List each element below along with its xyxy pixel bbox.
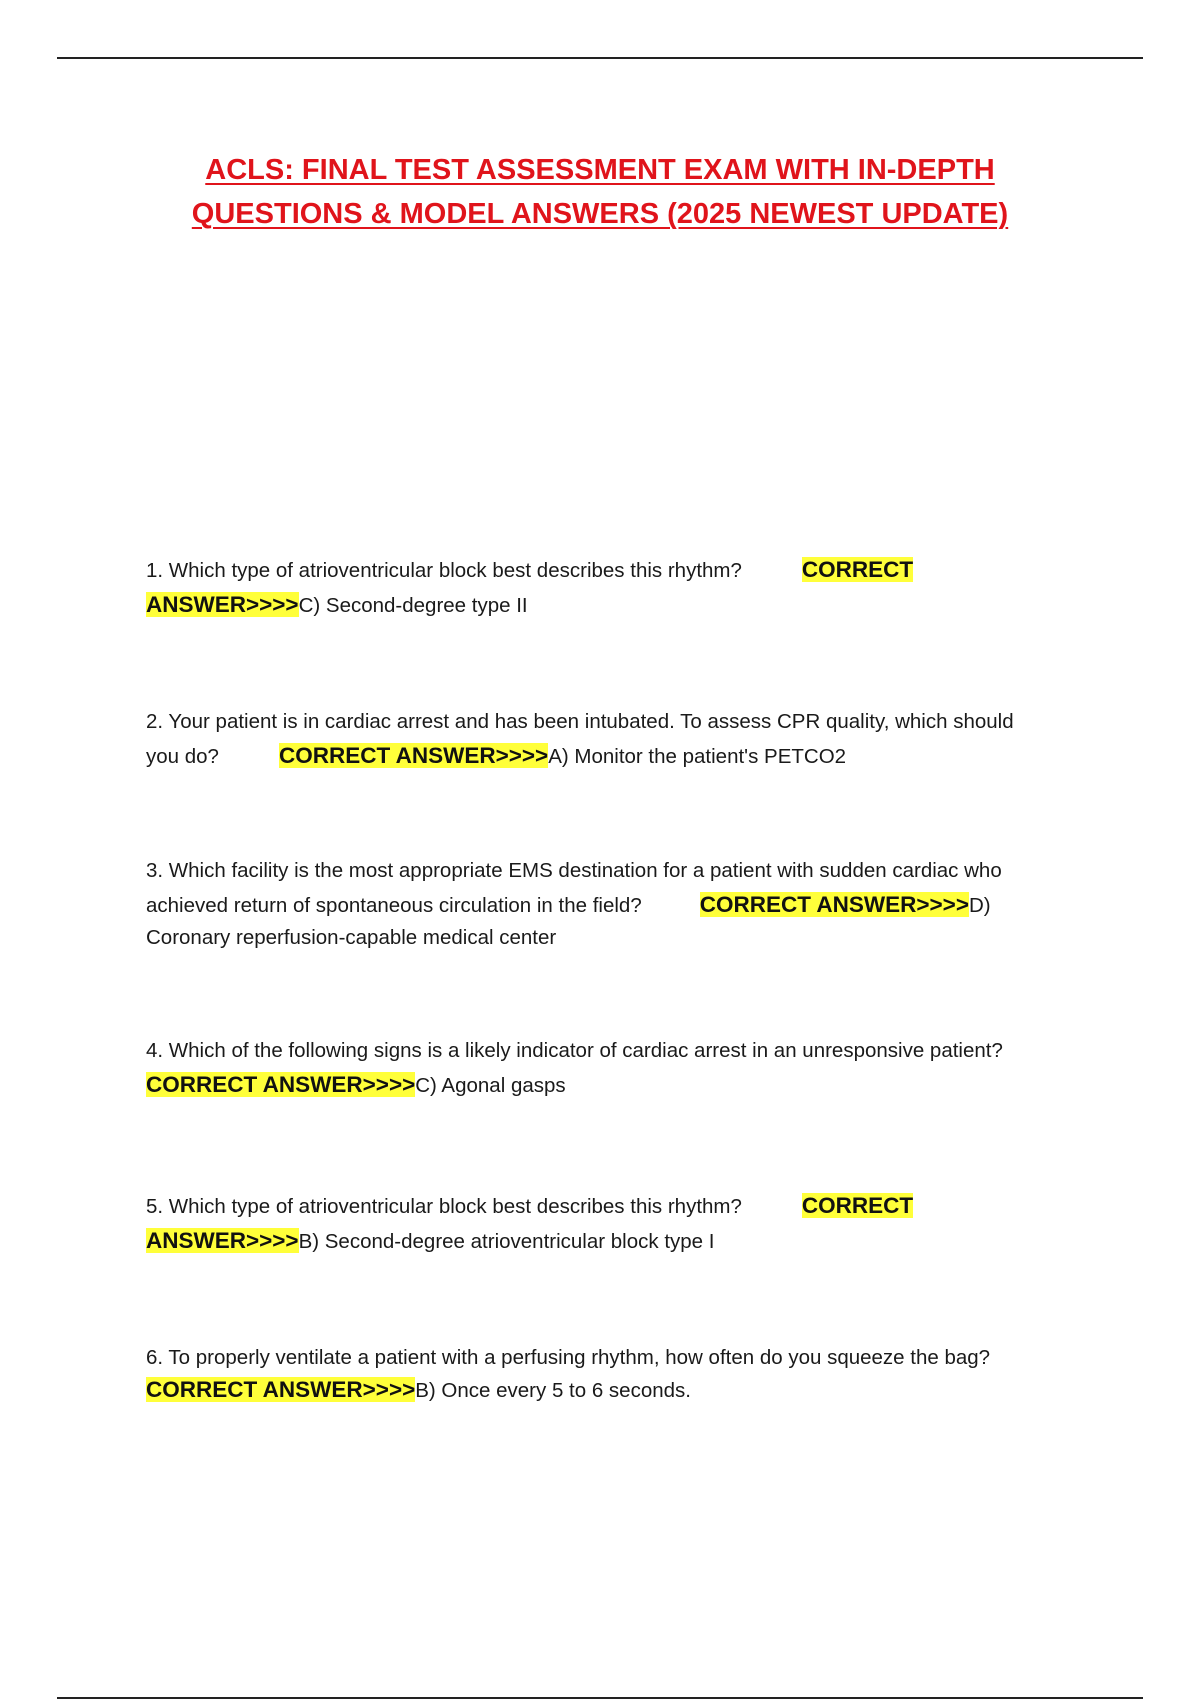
question-3-text: 3. Which facility is the most appropriate EMS destination for a patient with sudden cardiac who xyxy=(146,859,1002,882)
question-1-line-2 xyxy=(146,588,1086,623)
question-5 xyxy=(146,1189,1086,1259)
question-5-text: 5. Which type of atrioventricular block best describes this rhythm? xyxy=(146,1195,742,1218)
question-6-line-2 xyxy=(146,1375,1086,1406)
question-2-line-1 xyxy=(146,705,1086,739)
question-6-answer: B) Once every 5 to 6 seconds. xyxy=(415,1379,691,1402)
question-3-answer-start: D) xyxy=(968,894,991,917)
question-3-answer: Coronary reperfusion-capable medical center xyxy=(146,926,557,949)
question-4-line-2 xyxy=(146,1068,1086,1103)
question-3-line-2 xyxy=(146,888,1086,923)
correct-answer-tag: CORRECT ANSWER>>>> xyxy=(146,1072,416,1097)
question-1-text: 1. Which type of atrioventricular block best describes this rhythm? xyxy=(146,559,742,582)
question-1 xyxy=(146,553,1086,623)
bottom-rule xyxy=(57,1697,1143,1699)
question-4-answer: C) Agonal gasps xyxy=(415,1074,566,1097)
correct-answer-tag: CORRECT ANSWER>>>> xyxy=(146,1377,416,1402)
question-5-line-1 xyxy=(146,1189,1086,1224)
question-3 xyxy=(146,854,1086,953)
document-title xyxy=(100,148,1100,236)
title-line-1: ACLS: FINAL TEST ASSESSMENT EXAM WITH IN-DEPTH xyxy=(205,154,995,186)
question-2-text: 2. Your patient is in cardiac arrest and has been intubated. To assess CPR quality, which should xyxy=(146,710,1014,733)
question-6-text: 6. To properly ventilate a patient with a perfusing rhythm, how often do you squeeze the bag? xyxy=(146,1346,991,1369)
question-3-line-1 xyxy=(146,854,1086,888)
question-4-text: 4. Which of the following signs is a likely indicator of cardiac arrest in an unresponsive patient? xyxy=(146,1039,1003,1062)
correct-answer-tag: CORRECT xyxy=(801,557,914,582)
question-1-answer: C) Second-degree type II xyxy=(298,594,528,617)
correct-answer-tag: ANSWER>>>> xyxy=(146,1228,299,1253)
question-4-line-1 xyxy=(146,1034,1086,1068)
question-2-text-cont: you do? xyxy=(146,745,219,768)
question-3-text-cont: achieved return of spontaneous circulation in the field? xyxy=(146,894,642,917)
correct-answer-tag: CORRECT xyxy=(801,1193,914,1218)
question-6-line-1 xyxy=(146,1341,1086,1375)
question-5-answer: B) Second-degree atrioventricular block type I xyxy=(298,1230,715,1253)
question-5-line-2 xyxy=(146,1224,1086,1259)
correct-answer-tag: CORRECT ANSWER>>>> xyxy=(699,892,969,917)
correct-answer-tag: CORRECT ANSWER>>>> xyxy=(278,743,549,768)
question-1-line-1 xyxy=(146,553,1086,588)
question-2-answer: A) Monitor the patient's PETCO2 xyxy=(548,745,847,768)
question-2-line-2 xyxy=(146,739,1086,774)
title-line-2: QUESTIONS & MODEL ANSWERS (2025 NEWEST UPDATE) xyxy=(191,198,1009,230)
question-2 xyxy=(146,705,1086,774)
question-6 xyxy=(146,1341,1086,1406)
top-rule xyxy=(57,57,1143,59)
question-4 xyxy=(146,1034,1086,1103)
question-3-line-3 xyxy=(146,923,1086,953)
correct-answer-tag: ANSWER>>>> xyxy=(146,592,299,617)
